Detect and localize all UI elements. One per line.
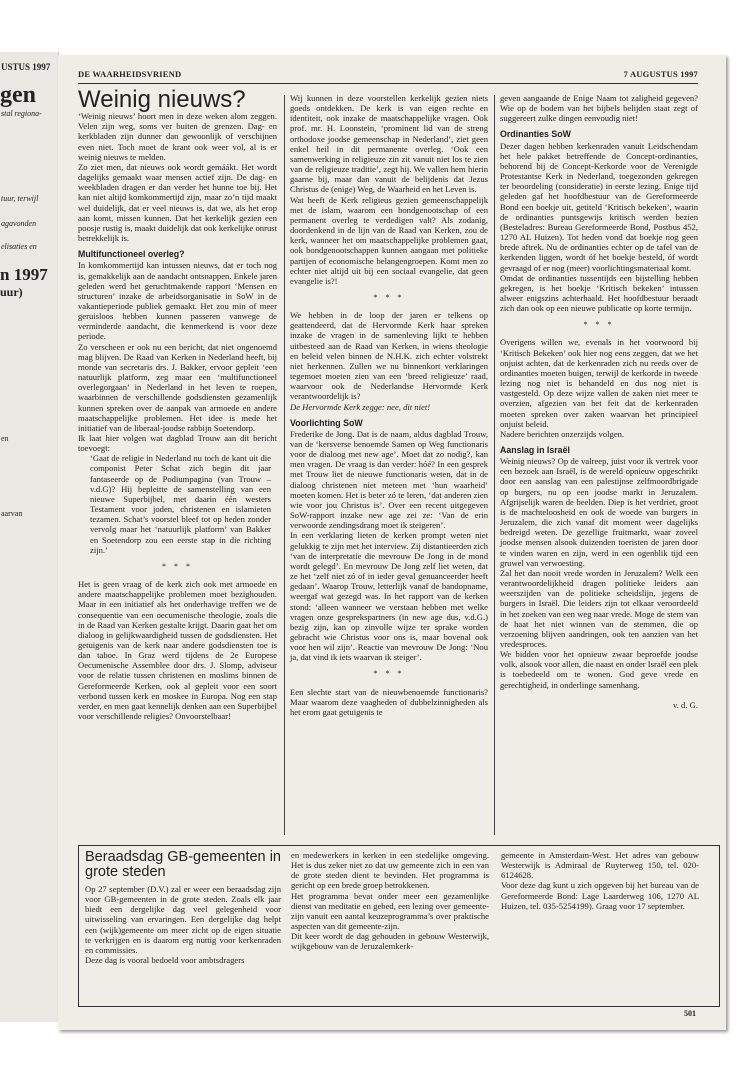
prev-page-text: en (1, 434, 9, 443)
paragraph: Voor deze dag kunt u zich opgeven bij het bureau van de Gereformeerde Bond: Lage Laarderweg 106, 1270 AL Huizen, tel. 035-5254199). Graag voor 17 september. (501, 880, 699, 911)
paragraph: We hebben in de loop der jaren er telkens op geattendeerd, dat de Hervormde Kerk haar spreken inzake de vragen in de samenleving lijkt te hebben uitbesteed aan de Raad van Kerken, in wiens theologie en beleid velen binnen de N.H.K. zich echter volstrekt niet herkennen. Zullen we nu binnenkort verklaringen tegemoet moeten zien van een ‘breed religieuze’ raad, waarvoor ook de Nederlandse Hervormde Kerk verantwoordelijk is? (290, 310, 488, 402)
magazine-name: DE WAARHEIDSVRIEND (78, 69, 182, 79)
section-separator: * * * (583, 320, 615, 330)
block-quote: ‘Gaat de religie in Nederland nu toch de kant uit die componist Peter Schat zich begin dit jaar fantaseerde op de Podiumpagina (van Trouw – v.d.G)? Hij bepleitte de samenstelling van een nieuwe Superbijbel, met daarin één westers Testament voor joden, christenen en islamieten tezamen. Schat’s voorstel bleef tot op heden zonder vervolg maar het ‘natuurlijk platform’ van Bakker en Soetendorp zou een eerste stap in die richting zijn.’ (90, 453, 271, 555)
paragraph: gemeente in Amsterdam-West. Het adres van gebouw Westerwijk is Admiraal de Ruyterweg 150, tel. 020-6124628. (501, 850, 699, 881)
paragraph: Dit keer wordt de dag gehouden in gebouw Westerwijk, wijkgebouw van de Jeruzalemkerk- (291, 931, 489, 952)
announcement-column-2 (291, 850, 489, 952)
magazine-page (58, 55, 726, 1030)
prev-page-header: USTUS 1997 (1, 62, 51, 72)
page-number: 501 (684, 1009, 696, 1018)
prev-page-text: elisaties en (1, 242, 37, 251)
paragraph: We bidden voor het opnieuw zwaar beproefde joodse volk, alsook voor allen, die naast en onder Israël een plek is toebedeeld om te wonen. God geve vrede en gerechtigheid, in onderlinge samenhang. (500, 649, 698, 690)
paragraph: De Hervormde Kerk zegge: nee, dit niet! (290, 401, 431, 412)
paragraph: Het is geen vraag of de kerk zich ook met armoede en andere maatschappelijke problemen moet bezighouden. Maar in een initiatief als het onderhavige treffen we de consequentie van een oecumenische theologie, zoals die in de Raad van Kerken gestalte krijgt. Daarin gaat het om dialoog in gelijkwaardigheid tussen de godsdiensten. Het getuigenis van de kerk naar andere godsdiensten toe is dan taboe. In Graz werd tijdens de 2e Europese Oecumenische Assemblee door drs. J. Slomp, adviseur voor de relatie tussen christenen en moslims binnen de Gereformeerde Kerken, ook al gepleit voor een soort verbond tussen kerk en moskee in Europa. Nog een stap verder, en men gaat kennelijk denken aan een Superbijbel voor verschillende religies? Onvoorstelbaar! (78, 579, 277, 722)
paragraph: In komkommertijd kan intussen nieuws, dat er toch nog is, gemakkelijk aan de aandacht ontsnappen. Enkele jaren geleden werd het geruchtmakende rapport ‘Mensen en structuren’ inzake de arbeidsorganisatie in SoW in de vakantieperiode publiek gemaakt. Het zou min of meer geruisloos hebben kunnen passeren vanwege de verminderde aandacht, die kenmerkend is voor deze periode. (78, 260, 277, 342)
paragraph: Weinig nieuws? Op de valreep, juist voor ik vertrek voor een bezoek aan Israël, is de wereld opnieuw opgeschrikt door een aanslag van een palestijnse zelfmoordbrigade op burgers, nu op een joodse markt in Jeruzalem. Afgrijselijk waren de beelden. Diep is het verdriet, groot is de machteloosheid en ook de woede van burgers in Jeruzalem, die zich vanaf dit moment weer dagelijks bedreigd weten. De gezellige fruitmarkt, waar zoveel joodse mensen alsook duizenden toeristen de jaren door te vinden waren en zijn, werd in een ogenblik tijd een gruwel van verwoesting. (500, 456, 698, 568)
announcement-box (78, 845, 720, 1007)
paragraph: Op 27 september (D.V.) zal er weer een beraadsdag zijn voor GB-gemeenten in de grote steden. Zoals elk jaar biedt een dergelijke dag veel gelegenheid voor uitwisseling van ervaringen. Een dergelijke dag helpt een (wijk)gemeente om meer zicht op de eigen situatie te verkrijgen en is daarom erg nuttig voor kerkenraden en commissies. (85, 884, 281, 955)
paragraph: Ik laat hier volgen wat dagblad Trouw aan dit bericht toevoegt: (78, 433, 277, 454)
paragraph: Deze dag is vooral bedoeld voor ambtsdragers (85, 955, 245, 966)
announcement-column-3 (501, 850, 699, 911)
paragraph: Wij kunnen in deze voorstellen kerkelijk gezien niets goeds ontdekken. De kerk is van eigen rechte en identiteit, ook inzake de maatschappelijke vragen. Ook prof. mr. H. Loonstein, ‘prominent lid van de streng orthodoxe joodse gemeenschap in Nederland’, ziet geen enkel heil in dit permanente overleg. ‘Ook een samenwerking in religieuze zin zit vanuit niet los te zien van de religieuze traditie’, zegt hij. We vallen hem hierin gaarne bij, maar dan vanuit de belijdenis dat Jezus Christus de (enige) Weg, de Waarheid en het Leven is. (290, 93, 488, 195)
subheading: Ordinanties SoW (500, 129, 571, 140)
prev-page-heading: n 1997 (0, 265, 48, 284)
announcement-column-1 (85, 850, 281, 965)
running-header (78, 69, 698, 84)
issue-date: 7 AUGUSTUS 1997 (623, 69, 698, 79)
paragraph: ‘Weinig nieuws’ hoort men in deze weken alom zeggen. Velen zijn weg, soms ver buiten de grenzen. Dag- en kerkbladen zijn dunner dan gewoonlijk of verschijnen even niet. Toch moet de krant ook weer vol, al is er weinig nieuws te melden. (78, 111, 277, 162)
paragraph: Het programma bevat onder meer een gezamenlijke dienst van meditatie en gebed, een lezing over gemeente-zijn vanuit een aantal keuzeprogramma’s over praktische aspecten van dit gemeente-zijn. (291, 890, 489, 932)
section-separator: * * * (373, 292, 405, 302)
article-column-1 (78, 86, 277, 722)
subheading: Aanslag in Israël (500, 445, 570, 455)
paragraph: Frederike de Jong. Dat is de naam, aldus dagblad Trouw, van de ‘kersverse benoemde Samen op Weg functionaris voor de dialoog met new age’. Moet dat zo nodig?, kan men vragen. De vraag is dan verder: hóé? In een gesprek met Trouw liet de nieuwe functionaris weten, dat in de dialoog christenen niet meteen met ‘hun waarheid’ moeten komen. Het is beter zó te leren, ‘dat anderen zien wie voor jou Christus is’. Over een recent uitgegeven SoW-rapport inzake new age zei ze: ‘Van de erin verwoorde zendingsdrang moet ik steigeren’. (290, 428, 488, 531)
column-rule (494, 95, 495, 835)
author-signature: v. d. G. (673, 699, 698, 710)
column-rule (284, 95, 285, 835)
section-separator: * * * (373, 669, 405, 679)
prev-page-heading: uur) (0, 285, 23, 299)
paragraph: Nadere berichten onzerzijds volgen. (500, 428, 625, 439)
paragraph: In een verklaring lieten de kerken prompt weten niet gelukkig te zijn met het interview. Zij distantieerden zich ‘van de interpretatie die mevrouw De Jong in de mond wordt gelegd’. En mevrouw De Jong zelf liet weten, dat ze het ‘zelf niet zó of in ieder geval genuanceerder heeft gedaan’. Waarop Trouw, letterlijk vanaf de bandopname, weergaf wat gezegd was. In het rapport van de kerken stond: ‘alleen wanneer we verstaan hebben met welke vragen onze gesprekspartners (in new age dus, v.d.G.) bezig zijn, kan op zinvolle wijze ter sprake worden gebracht wie Christus voor ons is, maar bovenal ook voor hen wil zijn’. Reactie van mevrouw De Jong: ‘Nou ja, dat vind ik iets waarvan ik steiger’. (290, 530, 488, 663)
paragraph: Dezer dagen hebben kerkenraden vanuit Leidschendam het hele pakket betreffende de Concept-ordinanties, behorend bij de Concept-Kerkorde voor de Verenigde Protestantse Kerk in Nederland, toegezonden gekregen ter beoordeling (consideratie) in eerste lezing. Enige tijd geleden gaf het hoofdbestuur van de Gereformeerde Bond een boekje uit, getiteld ‘Kritisch bekeken’, waarin de ordinanties puntsgewijs kritisch werden bezien (Besteladres: Bureau Gereformeerde Bond, Postbus 452, 1270 AL Huizen). Tot heden vond dat boekje nog geen brede aftrek. Nu de ordinanties echter op de tafel van de kerkenden liggen, wordt óf het boekje besteld, óf wordt gevraagd of er nog (meer) voorlichtingsmateriaal komt. (500, 140, 698, 273)
prev-page-title: gen (0, 82, 36, 108)
prev-page-text: aarvan (1, 509, 23, 518)
paragraph: Omdat de ordinanties tussentijds een bijstelling hebben gekregen, is het boekje ‘Kritisch bekeken’ intussen alweer enigszins achterhaald. Het hoofdbestuur beraadt zich dan ook op een nieuwe publicatie op korte termijn. (500, 272, 698, 314)
prev-page-text: stal regiona- (1, 109, 42, 118)
paragraph: Zo ziet men, dat nieuws ook wordt gemáákt. Het wordt dagelijks gemaakt waar mensen actief zijn. De dag- en weekbladen dragen er dan verder het hunne toe bij. Het kan niet altijd komkommertijd zijn, maar zo’n tijd maakt wel duidelijk, dat er veel nieuws is, dat we, als het erop aan komt, missen kunnen. Dat het kerkelijk gezien een poosje rustig is, maakt duidelijk dat ook kerkelijke onrust betrekkelijk is. (78, 161, 277, 244)
paragraph: geven aangaande de Enige Naam tot zaligheid gegeven? Wie op de bodem van het bijbels belijden staat zegt of suggereert zulke dingen eenvoudig niet! (500, 93, 698, 124)
section-separator: * * * (162, 561, 193, 571)
article-column-3 (500, 93, 698, 710)
announcement-title: Beraadsdag GB-gemeenten in grote steden (85, 849, 281, 880)
paragraph: Zo verscheen er ook nu een bericht, dat niet ongenoemd mag blijven. De Raad van Kerken in Nederland heeft, bij monde van secretaris drs. J. Bakker, ervoor gepleit ‘een natuurlijk platform, zeg maar een ‘multifunctioneel overlegorgaan’ in Nederland in het leven te roepen, waarbinnen de verschillende godsdiensten gezamenlijk kunnen spreken over de aanpak van armoede en andere maatschappelijke problemen. Het idee is mede het initiatief van de liberaal-joodse rabbijn Soetendorp. (78, 341, 277, 433)
article-column-2 (290, 93, 488, 717)
article-title: Weinig nieuws? (78, 86, 246, 113)
prev-page-text: agavonden (1, 219, 37, 228)
subheading: Voorlichting SoW (290, 417, 363, 428)
subheading: Multifunctioneel overleg? (78, 249, 185, 260)
previous-page-edge (0, 52, 59, 1022)
prev-page-text: tuur, terwijl (1, 194, 39, 203)
paragraph: Een slechte start van de nieuwbenoemde functionaris? Maar waarom deze vaagheden of dubbelzinnigheden als het erom gaat getuigenis te (290, 686, 488, 717)
paragraph: en medewerkers in kerken in een stedelijke omgeving. Het is dus zeker niet zo dat uw gemeente zich in een van de grote steden dient te bevinden. Het programma is gericht op een brede groep betrokkenen. (291, 850, 489, 891)
paragraph: Overigens willen we, evenals in het voorwoord bij ‘Kritisch Bekeken’ ook hier nog eens zeggen, dat we het onjuist achten, dat de kerkenraden zich nu reeds over de ordinanties moeten buigen, terwijl de kerkorde in tweede lezing nog niet is behandeld en dus nog niet is vastgesteld. Op deze wijze vallen de zaken niet meer te overzien, afgezien van het feit dat de kerkenraden moeten spreken over zaken waarvan het principieel onjuist beleid. (500, 337, 698, 429)
paragraph: Wat heeft de Kerk religieus gezien gemeenschappelijk met de islam, waarom een bondgenootschap of een permanent overleg te verdedigen valt? Als zodanig, doordenkend in de lijn van de Raad van Kerken, zou de kerk, wanneer het om maatschappelijke problemen gaat, ook bondgenootschappen kunnen aangaan met politieke partijen of economische belangengroepen. Komt men zo echter niet altijd uit bij een sociaal evangelie, dat geen evangelie is?! (290, 194, 488, 286)
paragraph: Zal het dan nooit vrede worden in Jeruzalem? Welk een verantwoordelijkheid dragen politieke leiders aan weerszijden van de politieke scheidslijn, jegens de burgers in Israël. Die leiders zijn tot elkaar veroordeeld in het zoeken van een weg naar vrede. Moge de stem van de haat het niet winnen van de stemmen, die op verzoening blijven aandringen, ook ten aanzien van het vredesproces. (500, 567, 698, 649)
